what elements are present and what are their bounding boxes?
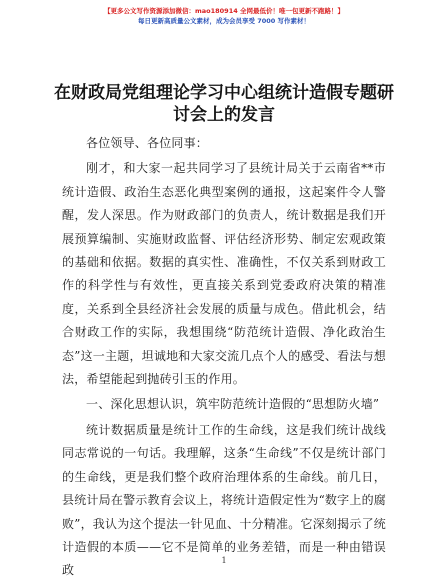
section-paragraph: 统计数据质量是统计工作的生命线，这是我们统计战线同志常说的一句话。我理解，这条“生命线”不仅是统计部门的生命线，更是我们整个政府治理体系的生命线。前几日，县统计局在警示教育会议上，将统计造假定性为“数字上的腐败”，我认为这个提法一针见血、十分精准。它深刻揭示了统计造假的本质——它不是简单的业务差错，而是一种由错误政 [62,422,386,578]
promo-line-2: 每日更新高质量公文素材，成为会员享受 7000 写作素材！ [137,17,311,25]
header-banner [0,6,448,26]
section-heading: 一、深化思想认识，筑牢防范统计造假的“思想防火墙” [86,397,380,412]
body-paragraph: 刚才，和大家一起共同学习了县统计局关于云南省**市统计造假、政治生态恶化典型案例的通报，这起案件令人警醒，发人深思。作为财政部门的负责人，统计数据是我们开展预算编制、实施财政监督、评估经济形势、制定宏观政策的基础和依据。数据的真实性、准确性，不仅关系到财政工作的科学性与有效性，更直接关系到党委政府决策的精准度，关系到全县经济社会发展的质量与成色。借此机会，结合财政工作的实际，我想围绕“防范统计造假、净化政治生态”这一主题，坦诚地和大家交流几点个人的感受、看法与想法，希望能起到抛砖引玉的作用。 [62,161,386,387]
salutation: 各位领导、各位同事： [86,136,209,150]
document-body [62,132,386,585]
promo-line-1: 【更多公文写作资源添加微信：mao180914 全网最低价！唯一包更新不跑路！】 [103,7,345,15]
page-number: 1 [221,556,227,565]
document-title: 在财政局党组理论学习中心组统计造假专题研讨会上的发言 [54,83,394,125]
